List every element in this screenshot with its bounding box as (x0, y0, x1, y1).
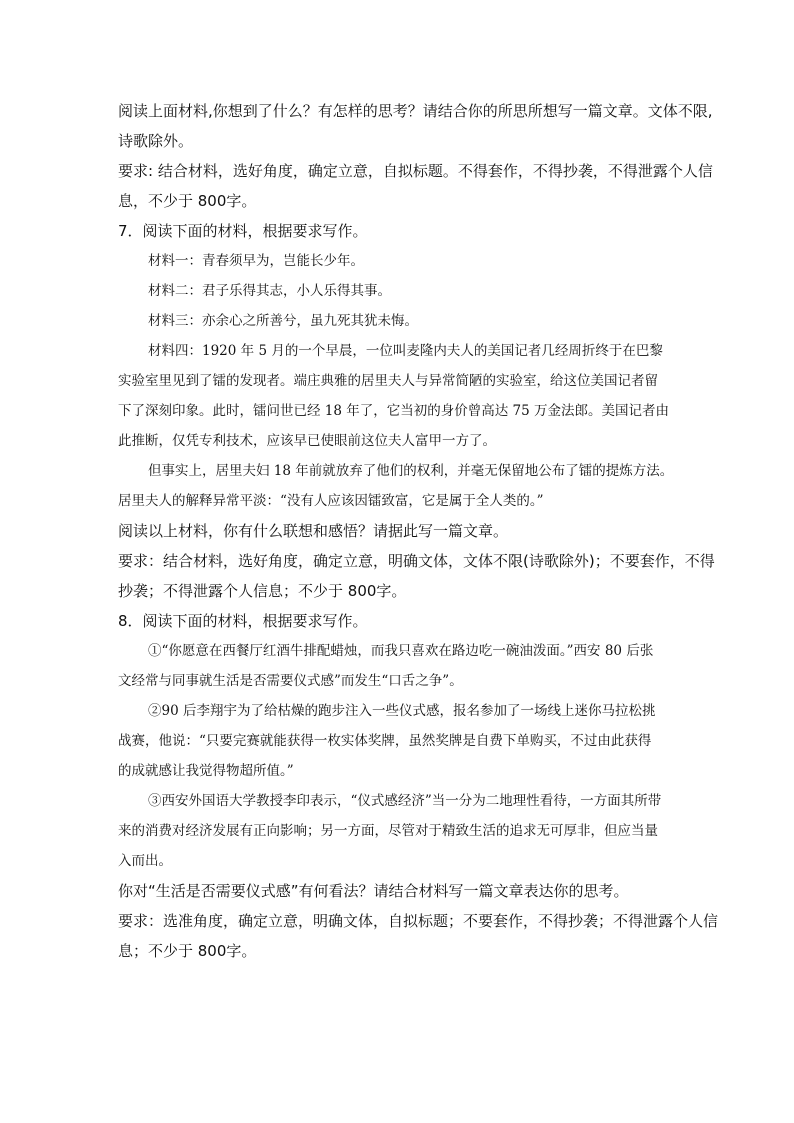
prompt-line: 阅读上面材料,你想到了什么？有怎样的思考？请结合你的所思所想写一篇文章。文体不限, (118, 102, 713, 120)
material-4-line: 居里夫人的解释异常平淡：“没有人应该因镭致富，它是属于全人类的。” (118, 493, 544, 509)
material-4-line: 实验室里见到了镭的发现者。端庄典雅的居里夫人与异常简陋的实验室，给这位美国记者留 (118, 373, 658, 389)
material-c-line: 来的消费对经济发展有正向影响；另一方面，尽管对于精致生活的追求无可厚非，但应当量 (118, 823, 658, 839)
material-a-line: 文经常与同事就生活是否需要仪式感”而发生“口舌之争”。 (118, 673, 463, 689)
document-page (118, 96, 719, 966)
question-8-requirement: 息；不少于 800字。 (118, 942, 257, 960)
material-c-line: ③西安外国语大学教授李印表示，“仪式感经济”当一分为二地理性看待，一方面其所带 (148, 793, 662, 809)
material-2: 材料二：君子乐得其志，小人乐得其事。 (148, 283, 391, 299)
material-1: 材料一：青春须早为，岂能长少年。 (148, 253, 364, 269)
question-8-requirement: 要求：选准角度，确定立意，明确文体，自拟标题；不要套作，不得抄袭；不得泄露个人信 (118, 912, 719, 930)
material-b-line: 战赛，他说：“只要完赛就能获得一枚实体奖牌，虽然奖牌是自费下单购买，不过由此获得 (118, 733, 652, 749)
material-b-line: ②90 后李翔宇为了给枯燥的跑步注入一些仪式感，报名参加了一场线上迷你马拉松挑 (148, 703, 656, 719)
material-4-line: 此推断，仅凭专利技术，应该早已使眼前这位夫人富甲一方了。 (118, 433, 496, 449)
material-4-line: 材料四：1920 年 5 月的一个早晨，一位叫麦隆内夫人的美国记者几经周折终于在巴黎 (148, 343, 663, 359)
material-4-line: 但事实上，居里夫妇 18 年前就放弃了他们的权利，并毫无保留地公布了镭的提炼方法。 (148, 463, 674, 479)
material-c-line: 入而出。 (118, 853, 172, 869)
material-3: 材料三：亦余心之所善兮，虽九死其犹未悔。 (148, 313, 418, 329)
question-8-heading: 8．阅读下面的材料，根据要求写作。 (118, 612, 368, 630)
question-8-prompt: 你对“生活是否需要仪式感”有何看法？请结合材料写一篇文章表达你的思考。 (118, 882, 629, 900)
prompt-line: 诗歌除外。 (118, 132, 194, 150)
material-b-line: 的成就感让我觉得物超所值。” (118, 763, 294, 779)
question-7-requirement: 要求：结合材料，选好角度，确定立意，明确文体，文体不限(诗歌除外)；不要套作，不得 (118, 552, 715, 570)
requirement-line: 要求: 结合材料，选好角度，确定立意，自拟标题。不得套作，不得抄袭，不得泄露个人信 (118, 162, 713, 180)
question-7-prompt: 阅读以上材料，你有什么联想和感悟？请据此写一篇文章。 (118, 522, 509, 540)
requirement-line: 息，不少于 800字。 (118, 192, 257, 210)
question-7-heading: 7．阅读下面的材料，根据要求写作。 (118, 222, 368, 240)
material-4-line: 下了深刻印象。此时，镭问世已经 18 年了，它当初的身价曾高达 75 万金法郎。美国记者由 (118, 403, 670, 419)
question-7-requirement: 抄袭；不得泄露个人信息；不少于 800字。 (118, 582, 407, 600)
material-a-line: ①“你愿意在西餐厅红酒牛排配蜡烛，而我只喜欢在路边吃一碗油泼面。”西安 80 后张 (148, 643, 654, 659)
